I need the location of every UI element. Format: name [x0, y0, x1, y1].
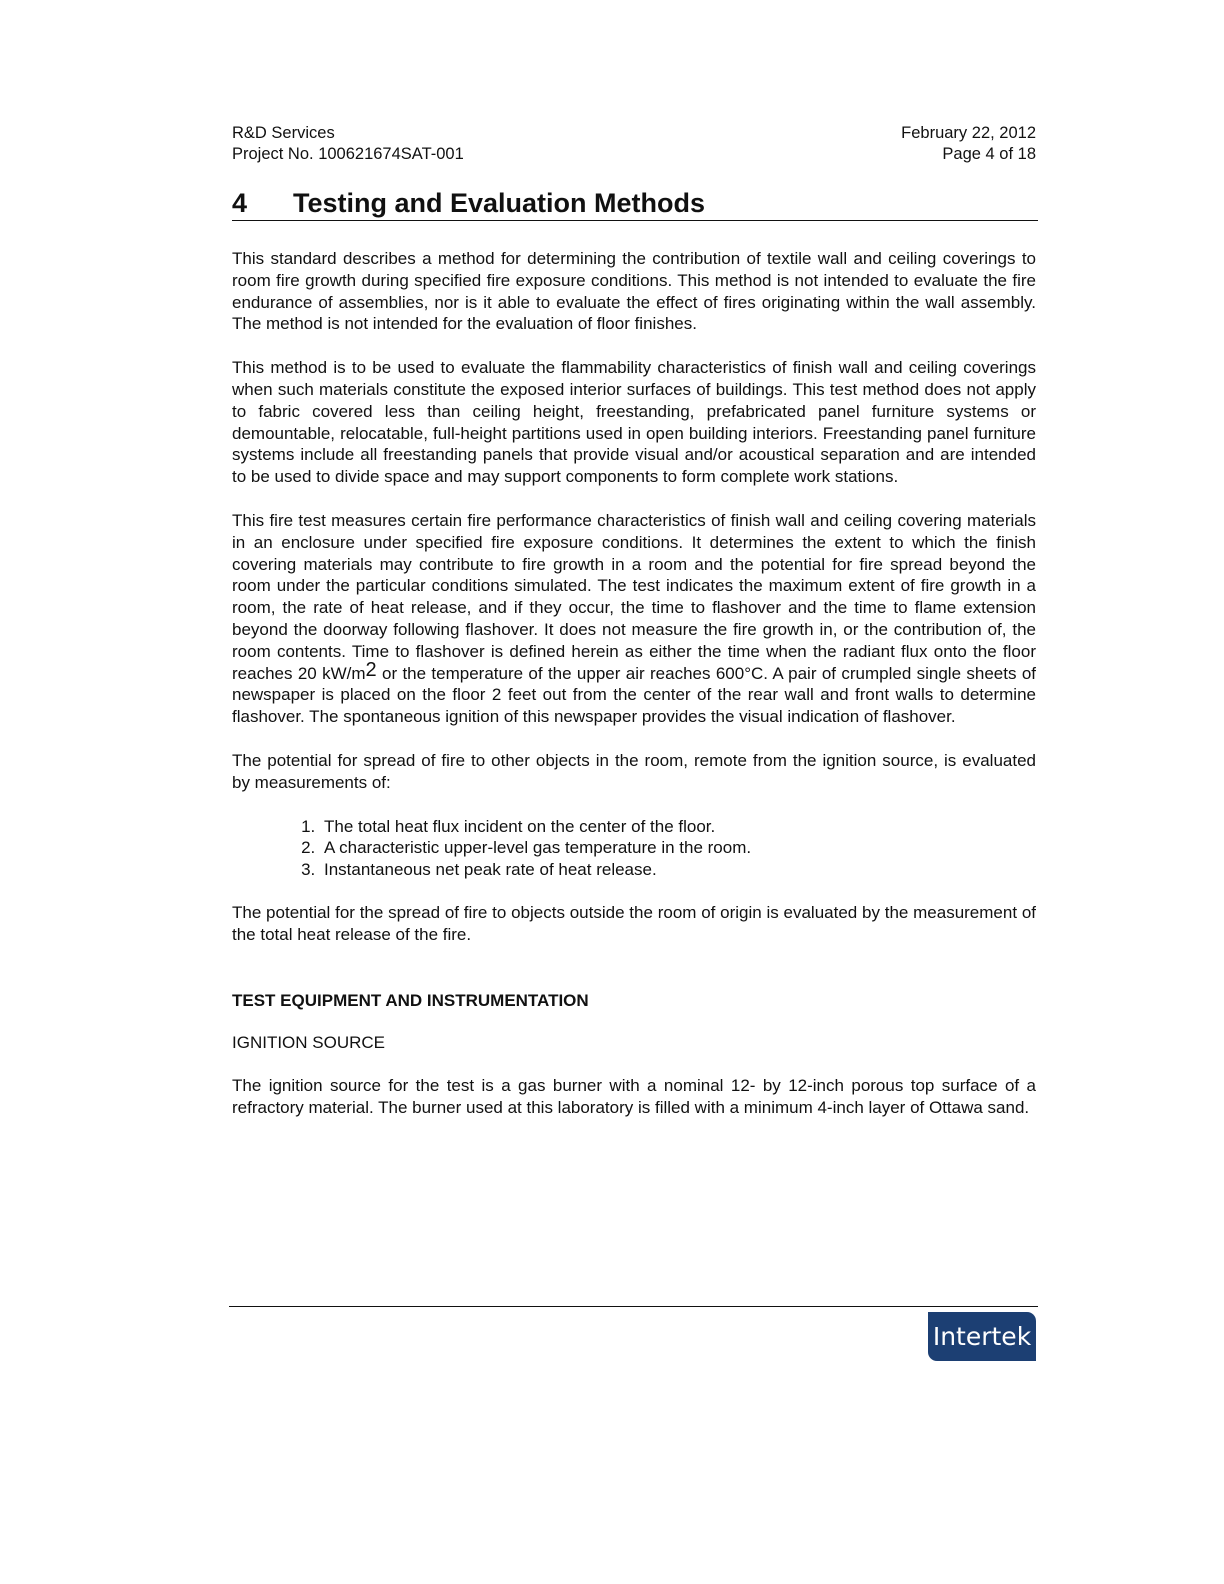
spacer	[232, 968, 1036, 990]
subheading-ignition-source: IGNITION SOURCE	[232, 1033, 386, 1053]
paragraph-flashover	[232, 510, 1036, 728]
paragraph-heat-release: The potential for the spread of fire to objects outside the room of origin is evaluated by the measurement of the total heat release of the fire.	[232, 902, 1036, 944]
header-right	[901, 123, 1036, 165]
report-date: February 22, 2012	[901, 124, 1036, 142]
list-item: 2. A characteristic upper-level gas temperature in the room.	[320, 837, 1036, 859]
paragraph-flashover-part-2: or the temperature of the upper air reaches 600°C. A pair of crumpled single sheets of newspaper is placed on the floor 2 feet out from the center of the rear wall and front walls to determine flashover. The spontaneous ignition of this newspaper provides the visual indication of flashover.	[232, 663, 1036, 727]
paragraph-ignition-source: The ignition source for the test is a gas burner with a nominal 12- by 12-inch porous top surface of a refractory material. The burner used at this laboratory is filled with a minimum 4-inch layer of Ottawa sand.	[232, 1076, 1036, 1117]
document-body	[232, 248, 1036, 1141]
section-title: Testing and Evaluation Methods	[293, 188, 706, 218]
measurements-list	[232, 816, 1036, 881]
header-left	[232, 123, 464, 165]
page-number: Page 4 of 18	[942, 145, 1036, 163]
project-number: Project No. 100621674SAT-001	[232, 145, 464, 163]
list-item: 3. Instantaneous net peak rate of heat release.	[320, 859, 1036, 881]
organization-name: R&D Services	[232, 124, 335, 142]
footer-divider	[229, 1306, 1038, 1307]
paragraph-application: This method is to be used to evaluate the flammability characteristics of finish wall and ceiling coverings when such materials constitute the exposed interior surfaces of buildings. This test method does not apply to fabric covered less than ceiling height, freestanding, prefabricated panel furniture systems or demountable, relocatable, full-height partitions used in open building interiors. Freestanding panel furniture systems include all freestanding panels that provide visual and/or acoustical separation and are intended to be used to divide space and may support components to form complete work stations.	[232, 358, 1036, 487]
list-item: 1. The total heat flux incident on the center of the floor.	[320, 816, 1036, 838]
section-heading	[232, 186, 1038, 221]
paragraph-measurements-intro: The potential for spread of fire to other objects in the room, remote from the ignition source, is evaluated by measurements of:	[232, 750, 1036, 792]
paragraph-scope: This standard describes a method for determining the contribution of textile wall and ceiling coverings to room fire growth during specified fire exposure conditions. This method is not intended to evaluate the fire endurance of assemblies, nor is it able to evaluate the effect of fires originating within the wall assembly. The method is not intended for the evaluation of floor finishes.	[232, 249, 1036, 334]
intertek-logo: Intertek	[928, 1312, 1036, 1361]
subheading-equipment: TEST EQUIPMENT AND INSTRUMENTATION	[232, 990, 589, 1010]
superscript-two: 2	[365, 658, 377, 681]
section-number: 4	[232, 188, 248, 218]
paragraph-flashover-part-1: This fire test measures certain fire performance characteristics of finish wall and ceiling covering materials in an enclosure under specified fire exposure conditions. It determines the extent to which the finish covering materials may contribute to fire growth in a room and the potential for fire spread beyond the room under the particular conditions simulated. The test indicates the maximum extent of fire growth in a room, the rate of heat release, and if they occur, the time to flashover and the time to flame extension beyond the doorway following flashover. It does not measure the fire growth in, or the contribution of, the room contents. Time to flashover is defined herein as either the time when the radiant flux onto the floor reaches 20 kW/m	[232, 510, 1036, 683]
